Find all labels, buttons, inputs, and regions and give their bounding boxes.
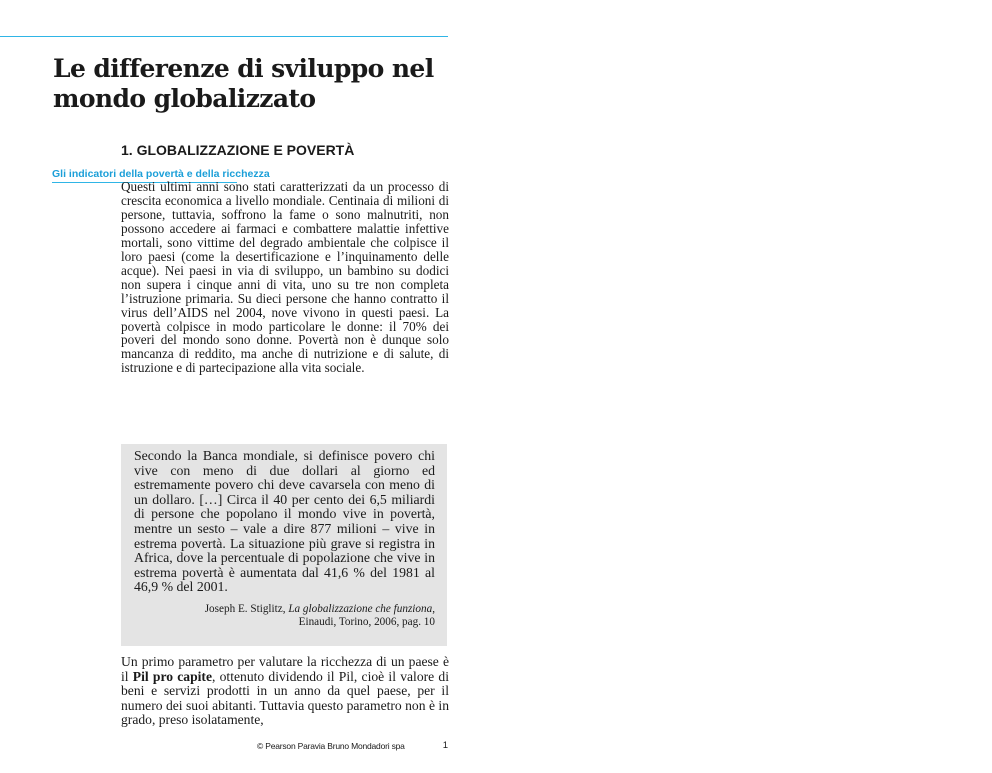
paragraph-2-bold-term: Pil pro capite (132, 668, 212, 684)
quote-citation: Joseph E. Stiglitz, La globalizzazione che funziona, Einaudi, Torino, 2006, pag. 10 (204, 602, 435, 628)
paragraph-2 (121, 655, 449, 728)
paragraph-2-after: , ottenuto dividendo il Pil, cioè il valore di beni e servizi prodotti in un anno da quel paese, per il numero dei suoi abitanti. Tuttavia questo parametro non è in grado, preso isolatamente, (121, 668, 449, 728)
quote-box (121, 444, 447, 646)
paragraph-1: Questi ultimi anni sono stati caratterizzati da un processo di crescita economica a livello mondiale. Centinaia di milioni di persone, tuttavia, soffrono la fame o sono malnutriti, non possono accedere ai farmaci e combattere malattie infettive mortali, sono vittime del degrado ambientale che colpisce il loro paesi (come la desertificazione e l’inquinamento delle acque). Nei paesi in via di sviluppo, un bambino su dodici non supera i cinque anni di vita, uno su tre non completa l’istruzione primaria. Su dieci persone che hanno contratto il virus dell’AIDS nel 2004, nove vivono in questi paesi. La povertà colpisce in modo particolare le donne: il 70% dei poveri del mondo sono donne. Povertà non è dunque solo mancanza di reddito, ma anche di nutrizione e di salute, di istruzione e di partecipazione alla vita sociale. (121, 179, 449, 376)
paragraph-2-before: Un primo parametro per valutare la ricchezza di un paese è il (121, 654, 449, 684)
side-label: Gli indicatori della povertà e della ricchezza (52, 168, 237, 183)
quote-text: Secondo la Banca mondiale, si definisce povero chi vive con meno di due dollari al giorno ed estremamente povero chi deve cavarsela con meno di un dollaro. […] Circa il 40 per cento dei 6,5 miliardi di persone che popolano il mondo vive in povertà, mentre un sesto – vale a dire 877 milioni – vive in estrema povertà. La situazione più grave si registra in Africa, dove la percentuale di popolazione che vive in estrema povertà è aumentata dal 41,6 % del 1981 al 46,9 % del 2001. (134, 448, 435, 595)
footer-copyright: © Pearson Paravia Bruno Mondadori spa (257, 741, 405, 751)
citation-book-title: La globalizzazione che funziona (288, 602, 433, 615)
citation-author: Joseph E. Stiglitz, (204, 602, 286, 615)
section-heading: 1. GLOBALIZZAZIONE E POVERTÀ (121, 142, 355, 158)
page-footer (235, 740, 450, 754)
page-title: Le differenze di sviluppo nel mondo globalizzato (53, 54, 434, 113)
header-rule (0, 36, 448, 37)
citation-publisher: Einaudi, Torino, 2006, pag. 10 (298, 615, 435, 628)
page-number: 1 (442, 740, 448, 751)
